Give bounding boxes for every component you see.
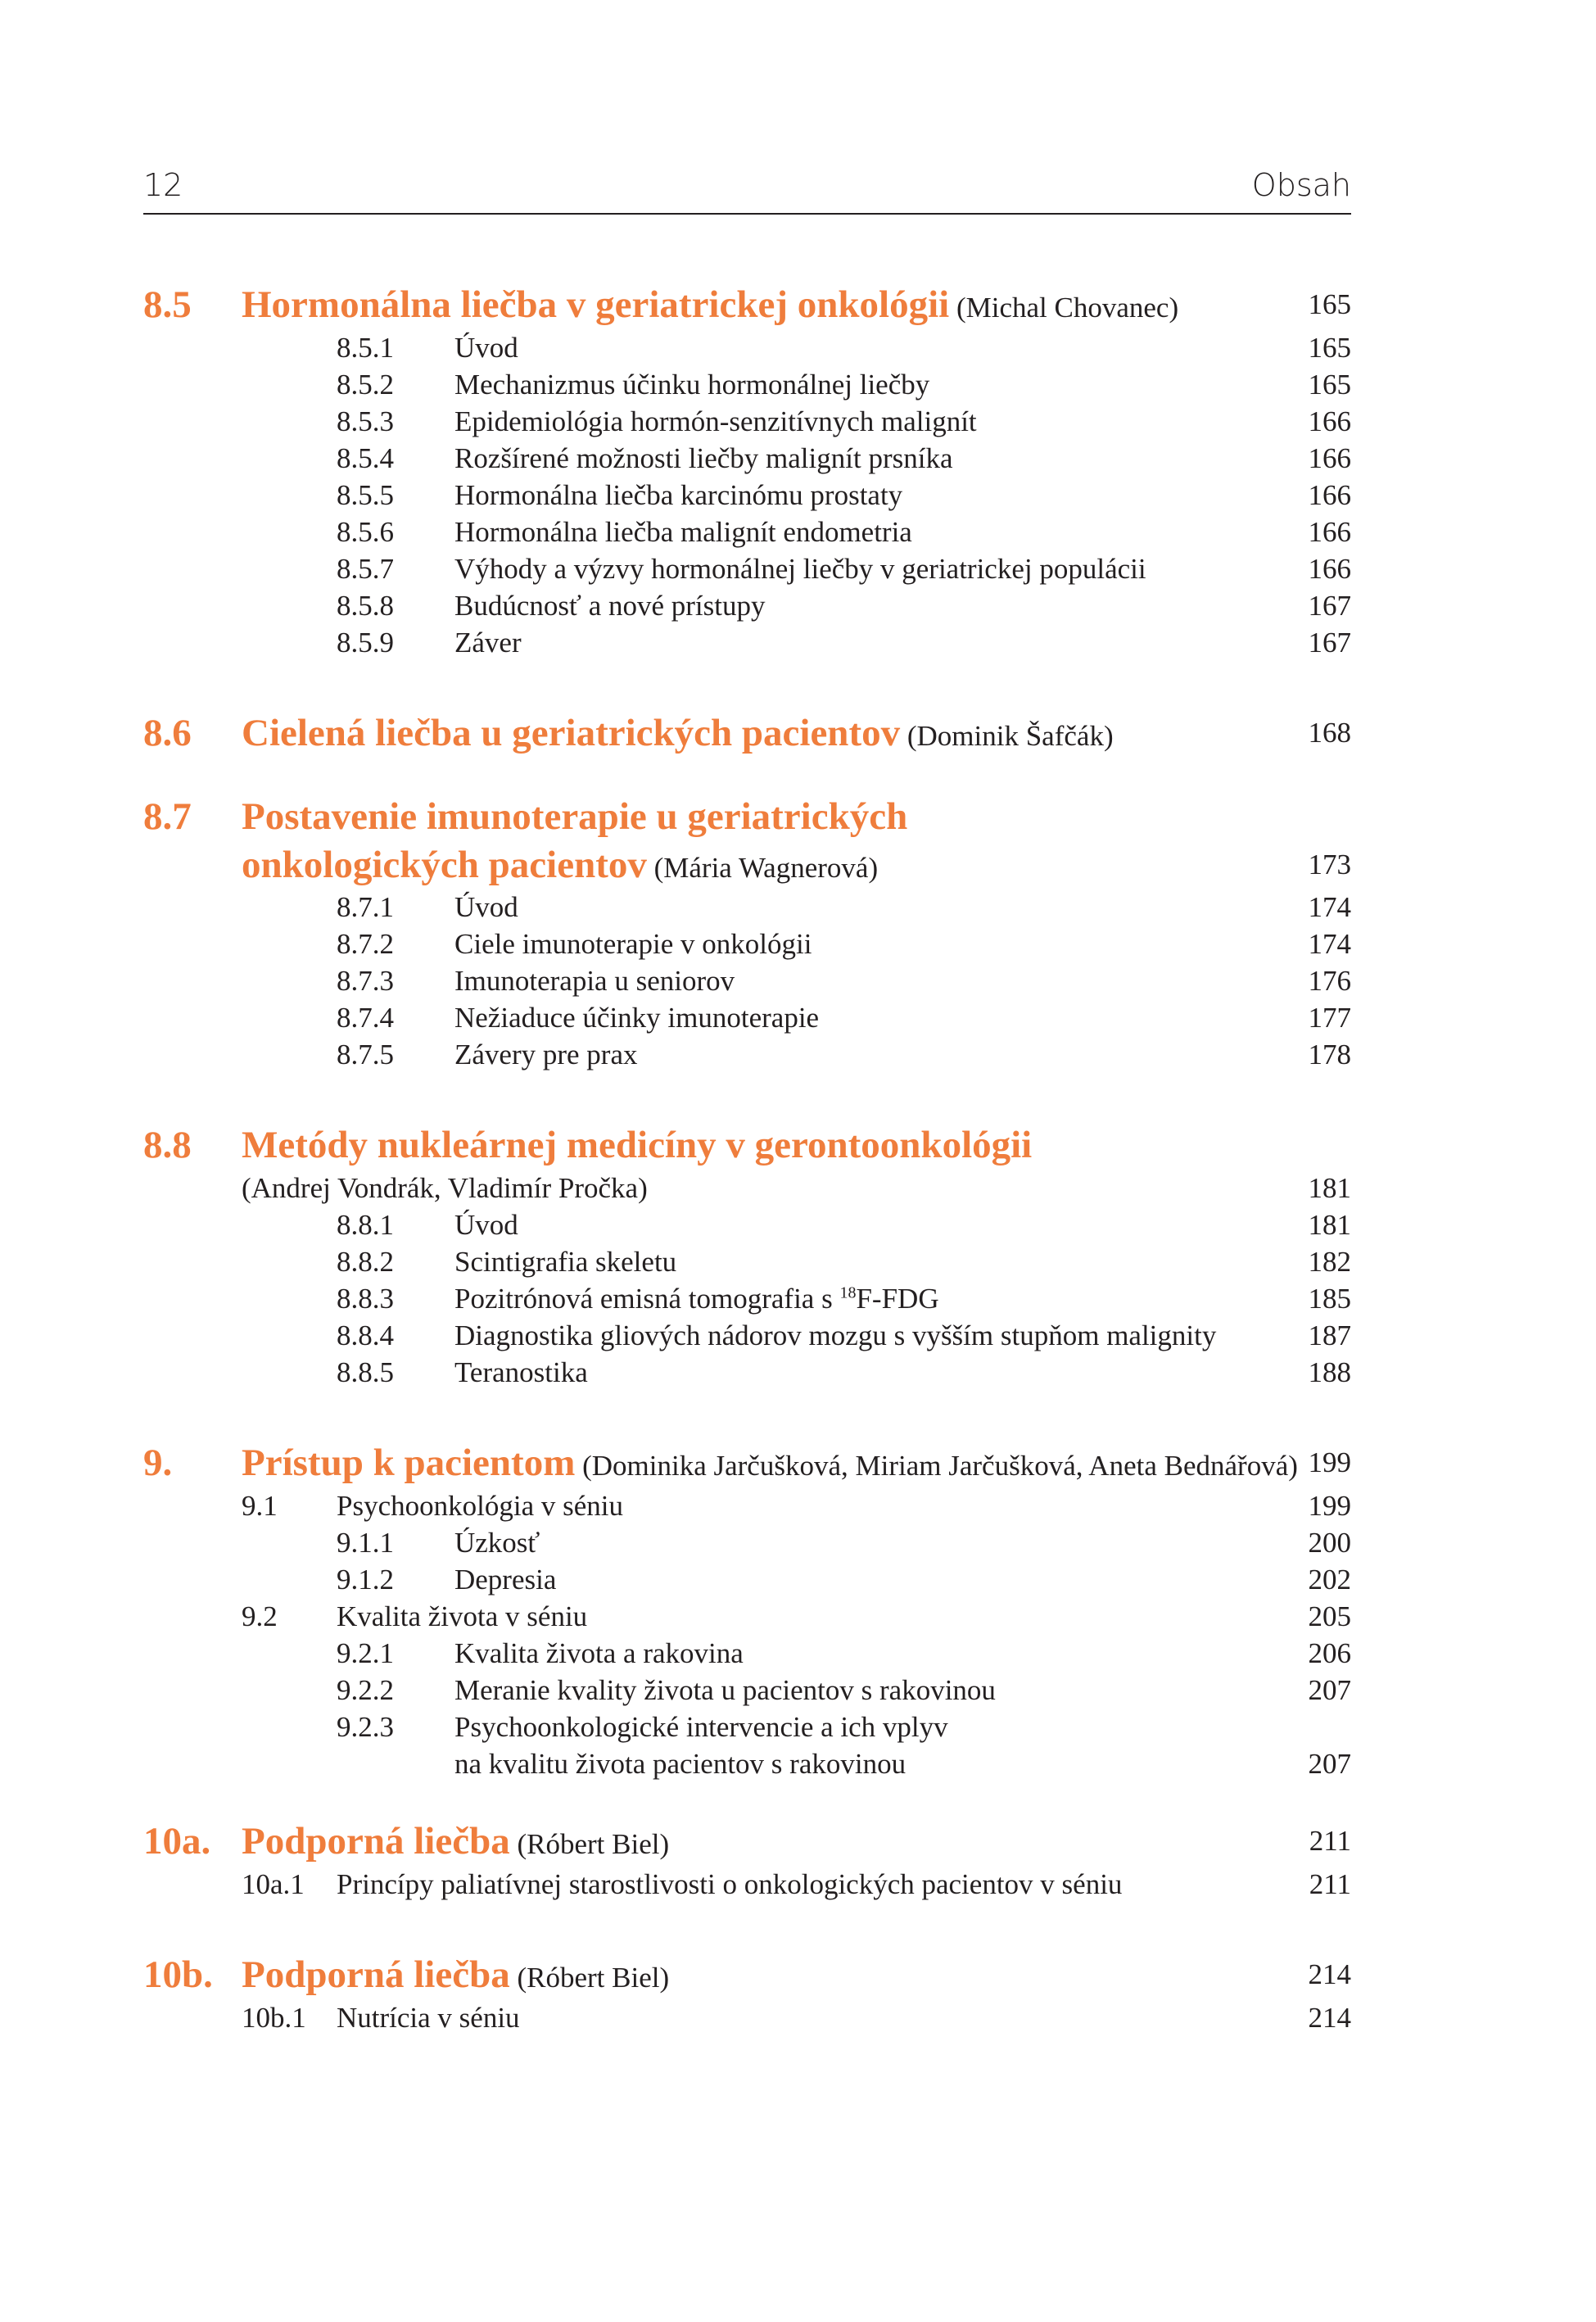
toc-entry[interactable]	[143, 999, 1351, 1036]
entry-page: 211	[1309, 1868, 1351, 1900]
chapter-page: 214	[1308, 1958, 1351, 1990]
toc-entry[interactable]	[143, 1487, 1351, 1524]
entry-page: 202	[1308, 1564, 1351, 1596]
toc-entry[interactable]	[143, 587, 1351, 624]
toc-entry[interactable]	[143, 1561, 1351, 1598]
chapter-number: 8.8	[143, 1124, 192, 1166]
entry-number: 9.2	[242, 1600, 278, 1632]
entry-page: 176	[1308, 965, 1351, 997]
chapter-title: Podporná liečba (Róbert Biel)	[242, 1820, 670, 1863]
entry-number: 9.2.1	[337, 1637, 394, 1669]
toc-entry[interactable]	[143, 1036, 1351, 1073]
entry-page: 165	[1308, 332, 1351, 364]
entry-page: 185	[1308, 1283, 1351, 1315]
entry-page: 166	[1308, 553, 1351, 585]
entry-page: 166	[1308, 442, 1351, 474]
entry-title: Meranie kvality života u pacientov s rakovinou	[454, 1674, 996, 1706]
toc-entry[interactable]	[143, 1635, 1351, 1672]
toc-entry[interactable]	[143, 624, 1351, 661]
entry-number: 8.5.5	[337, 479, 394, 511]
toc-entry[interactable]	[143, 1672, 1351, 1709]
entry-title: Úvod	[454, 1209, 518, 1241]
chapter-title: Metódy nukleárnej medicíny v gerontoonkológii	[242, 1124, 1033, 1166]
entry-page: 181	[1308, 1209, 1351, 1241]
chapter-page: 211	[1309, 1825, 1351, 1857]
entry-number: 9.2.3	[337, 1711, 394, 1743]
chapter-author: (Michal Chovanec)	[949, 292, 1179, 324]
entry-number: 8.5.4	[337, 442, 394, 474]
entry-page: 166	[1308, 405, 1351, 437]
entry-number: 8.5.8	[337, 590, 394, 622]
toc-entry[interactable]	[143, 550, 1351, 587]
running-header	[143, 164, 1351, 215]
toc-entry[interactable]	[143, 1280, 1351, 1317]
spacer	[143, 1782, 1351, 1817]
running-title: Obsah	[1251, 167, 1351, 203]
toc-entry[interactable]	[143, 1317, 1351, 1354]
chapter-heading-continuation[interactable]	[143, 841, 1351, 889]
entry-number: 8.8.5	[337, 1356, 394, 1388]
entry-page: 207	[1308, 1748, 1351, 1780]
chapter-title: Podporná liečba (Róbert Biel)	[242, 1953, 670, 1996]
entry-title: Teranostika	[454, 1356, 588, 1388]
chapter-title: Cielená liečba u geriatrických pacientov (Dominik Šafčák)	[242, 712, 1114, 754]
chapter-author: (Andrej Vondrák, Vladimír Pročka)	[242, 1172, 648, 1204]
toc-entry[interactable]	[143, 403, 1351, 440]
toc-entry[interactable]	[143, 514, 1351, 550]
entry-title: Nežiaduce účinky imunoterapie	[454, 1002, 820, 1034]
entry-title: Pozitrónová emisná tomografia s $^{18}$F-FDG	[454, 1283, 939, 1315]
entry-title: Výhody a výzvy hormonálnej liečby v geriatrickej populácii	[454, 553, 1146, 585]
entry-number: 8.7.3	[337, 965, 394, 997]
entry-number: 10b.1	[242, 2002, 306, 2034]
chapter-heading[interactable]	[143, 1950, 1351, 1999]
chapter-author: (Mária Wagnerová)	[646, 852, 879, 884]
chapter-number: 9.	[143, 1442, 173, 1484]
entry-number: 8.5.9	[337, 627, 394, 659]
chapter-number: 10a.	[143, 1820, 211, 1863]
entry-title: Ciele imunoterapie v onkológii	[454, 928, 812, 960]
entry-title: Imunoterapia u seniorov	[454, 965, 735, 997]
chapter-page: 181	[1308, 1172, 1351, 1204]
entry-title: Kvalita života v séniu	[337, 1600, 588, 1632]
chapter-heading[interactable]	[143, 1438, 1351, 1487]
spacer	[143, 758, 1351, 792]
entry-page: 200	[1308, 1527, 1351, 1559]
entry-title: Psychoonkológia v séniu	[337, 1490, 623, 1522]
toc-entry[interactable]	[143, 1709, 1351, 1745]
entry-title: Diagnostika gliových nádorov mozgu s vyšším stupňom malignity	[454, 1319, 1217, 1351]
entry-title: Mechanizmus účinku hormonálnej liečby	[454, 369, 930, 401]
chapter-title: Prístup k pacientom (Dominika Jarčušková, Miriam Jarčušková, Aneta Bednářová)	[242, 1442, 1298, 1484]
entry-title: Nutrícia v séniu	[337, 2002, 520, 2034]
entry-number: 8.7.2	[337, 928, 394, 960]
chapter-heading[interactable]	[143, 792, 1351, 841]
toc-entry[interactable]	[143, 962, 1351, 999]
entry-number: 10a.1	[242, 1868, 305, 1900]
chapter-number: 8.6	[143, 712, 192, 754]
page-number: 12	[143, 167, 183, 203]
chapter-heading[interactable]	[143, 1817, 1351, 1866]
chapter-page: 165	[1308, 288, 1351, 320]
toc-entry[interactable]	[143, 1354, 1351, 1391]
entry-page: 166	[1308, 516, 1351, 548]
entry-number: 8.5.1	[337, 332, 394, 364]
toc-entry[interactable]	[143, 1206, 1351, 1243]
toc-entry[interactable]	[143, 1243, 1351, 1280]
entry-number: 9.1.1	[337, 1527, 394, 1559]
isotope-superscript: 18	[839, 1283, 857, 1302]
entry-page: 187	[1308, 1319, 1351, 1351]
spacer	[143, 1073, 1351, 1120]
toc-entry[interactable]	[143, 926, 1351, 962]
entry-title: Úvod	[454, 332, 518, 364]
entry-number: 8.5.6	[337, 516, 394, 548]
entry-title: Psychoonkologické intervencie a ich vplyv	[454, 1711, 948, 1743]
entry-title: Závery pre prax	[454, 1039, 638, 1070]
entry-number: 8.5.7	[337, 553, 394, 585]
entry-number: 9.1	[242, 1490, 278, 1522]
entry-page: 174	[1308, 928, 1351, 960]
entry-number: 8.8.2	[337, 1246, 394, 1278]
entry-title: Epidemiológia hormón-senzitívnych malignít	[454, 405, 977, 437]
entry-title: Rozšírené možnosti liečby malignít prsníka	[454, 442, 953, 474]
spacer	[143, 1391, 1351, 1438]
entry-page: 207	[1308, 1674, 1351, 1706]
entry-page: 165	[1308, 369, 1351, 401]
toc-entry[interactable]	[143, 329, 1351, 366]
entry-number: 8.7.4	[337, 1002, 394, 1034]
toc-entry[interactable]	[143, 889, 1351, 926]
entry-page: 206	[1308, 1637, 1351, 1669]
toc-entry[interactable]	[143, 1598, 1351, 1635]
entry-page: 166	[1308, 479, 1351, 511]
toc-entry[interactable]	[143, 1866, 1351, 1903]
entry-page: 177	[1308, 1002, 1351, 1034]
table-of-contents	[143, 280, 1351, 2036]
chapter-heading[interactable]	[143, 280, 1351, 329]
chapter-author: (Róbert Biel)	[509, 1828, 670, 1860]
chapter-author: (Róbert Biel)	[509, 1962, 670, 1994]
toc-entry[interactable]	[143, 366, 1351, 403]
entry-page: 214	[1308, 2002, 1351, 2034]
chapter-author: (Dominika Jarčušková, Miriam Jarčušková, Aneta Bednářová)	[575, 1450, 1298, 1482]
toc-entry-continuation[interactable]	[143, 1745, 1351, 1782]
chapter-title: Hormonálna liečba v geriatrickej onkológii (Michal Chovanec)	[242, 283, 1179, 326]
entry-page: 182	[1308, 1246, 1351, 1278]
entry-number: 8.5.2	[337, 369, 394, 401]
chapter-title: Postavenie imunoterapie u geriatrických	[242, 795, 908, 838]
entry-page: 205	[1308, 1600, 1351, 1632]
chapter-heading[interactable]	[143, 1120, 1351, 1170]
entry-number: 9.2.2	[337, 1674, 394, 1706]
entry-title: Princípy paliatívnej starostlivosti o onkologických pacientov v séniu	[337, 1868, 1123, 1900]
entry-title: na kvalitu života pacientov s rakovinou	[454, 1748, 907, 1780]
entry-number: 8.8.4	[337, 1319, 394, 1351]
chapter-author: (Dominik Šafčák)	[900, 720, 1114, 752]
spacer	[143, 661, 1351, 708]
entry-title: Úvod	[454, 891, 518, 923]
toc-entry[interactable]	[143, 477, 1351, 514]
entry-title: Budúcnosť a nové prístupy	[454, 590, 766, 622]
toc-entry[interactable]	[143, 440, 1351, 477]
entry-number: 8.8.1	[337, 1209, 394, 1241]
entry-title: Záver	[454, 627, 522, 659]
entry-page: 174	[1308, 891, 1351, 923]
entry-page: 178	[1308, 1039, 1351, 1070]
entry-page: 167	[1308, 590, 1351, 622]
chapter-page: 173	[1308, 849, 1351, 880]
toc-entry[interactable]	[143, 1999, 1351, 2036]
chapter-page: 168	[1308, 717, 1351, 749]
entry-title: Kvalita života a rakovina	[454, 1637, 744, 1669]
entry-page: 199	[1308, 1490, 1351, 1522]
entry-title: Hormonálna liečba karcinómu prostaty	[454, 479, 903, 511]
entry-number: 8.5.3	[337, 405, 394, 437]
entry-page: 167	[1308, 627, 1351, 659]
entry-number: 9.1.2	[337, 1564, 394, 1596]
entry-number: 8.7.1	[337, 891, 394, 923]
chapter-number: 10b.	[143, 1953, 213, 1996]
entry-number: 8.8.3	[337, 1283, 394, 1315]
chapter-number: 8.7	[143, 795, 192, 838]
entry-title: Scintigrafia skeletu	[454, 1246, 677, 1278]
chapter-title: onkologických pacientov (Mária Wagnerová)	[242, 844, 879, 886]
entry-title: Úzkosť	[454, 1527, 540, 1559]
entry-title: Hormonálna liečba malignít endometria	[454, 516, 912, 548]
spacer	[143, 1903, 1351, 1950]
toc-entry[interactable]	[143, 1524, 1351, 1561]
chapter-number: 8.5	[143, 283, 192, 326]
entry-title: Depresia	[454, 1564, 557, 1596]
chapter-page: 199	[1308, 1446, 1351, 1478]
entry-number: 8.7.5	[337, 1039, 394, 1070]
chapter-authors-row[interactable]	[143, 1170, 1351, 1206]
chapter-heading[interactable]	[143, 708, 1351, 758]
entry-page: 188	[1308, 1356, 1351, 1388]
